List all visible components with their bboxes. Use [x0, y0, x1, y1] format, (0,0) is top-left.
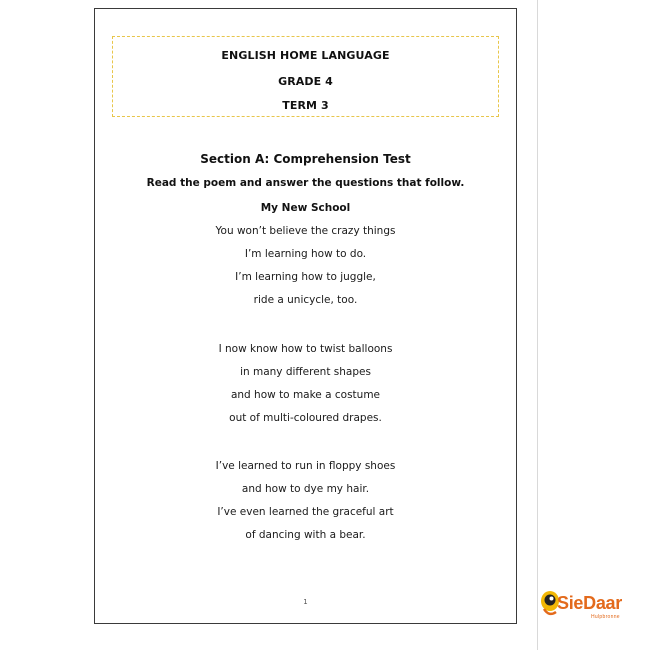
header-box — [112, 36, 499, 117]
grade-heading: GRADE 4 — [278, 75, 333, 88]
poem-line: I’m learning how to do. — [244, 248, 367, 260]
page-number: 1 — [303, 598, 308, 606]
term-heading: TERM 3 — [282, 99, 329, 112]
poem-line: and how to dye my hair. — [241, 483, 370, 495]
divider-line — [537, 0, 538, 650]
poem-line: and how to make a costume — [230, 389, 381, 401]
subject-heading: ENGLISH HOME LANGUAGE — [221, 49, 390, 62]
section-title: Section A: Comprehension Test — [200, 152, 411, 166]
instruction-text: Read the poem and answer the questions that follow. — [146, 177, 465, 189]
poem-line: I now know how to twist balloons — [218, 343, 393, 355]
worksheet-page — [94, 8, 517, 624]
logo-tagline: Hulpbronne — [591, 614, 620, 620]
poem-line: in many different shapes — [240, 366, 371, 378]
poem-line: out of multi-coloured drapes. — [229, 412, 382, 424]
logo-wordmark: SieDaar — [557, 593, 622, 613]
poem-line: I’ve learned to run in floppy shoes — [215, 460, 396, 472]
poem-line: I’m learning how to juggle, — [235, 271, 376, 283]
siedaar-logo — [540, 590, 640, 630]
poem-line: I’ve even learned the graceful art — [217, 506, 394, 518]
poem-title: My New School — [260, 202, 351, 214]
poem-line: of dancing with a bear. — [245, 529, 366, 541]
poem-line: ride a unicycle, too. — [253, 294, 358, 306]
poem-line: You won’t believe the crazy things — [215, 225, 396, 237]
